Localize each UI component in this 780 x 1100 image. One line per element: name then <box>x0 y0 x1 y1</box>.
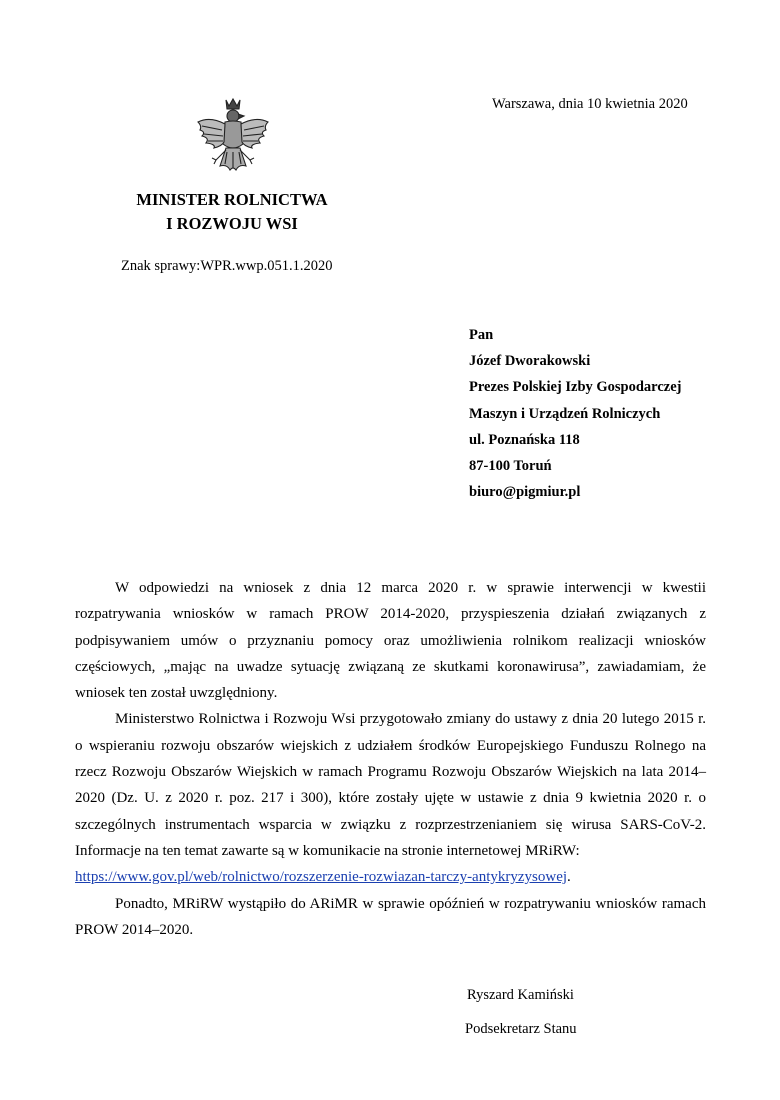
place-date: Warszawa, dnia 10 kwietnia 2020 <box>492 96 688 112</box>
link-suffix: . <box>567 869 571 886</box>
issuer-line-1: MINISTER ROLNICTWA <box>136 190 328 209</box>
paragraph-2 <box>75 706 706 890</box>
paragraph-2-text: Ministerstwo Rolnictwa i Rozwoju Wsi przygotowało zmiany do ustawy z dnia 20 lutego 2015 r. o wspieraniu rozwoju obszarów wiejskich z udziałem środków Europejskiego Funduszu Rolnego na rzecz Rozwoju Obszarów Wiejskich w ramach Programu Rozwoju Obszarów Wiejskich na lata 2014–2020 (Dz. U. z 2020 r. poz. 217 i 300), które zostały ujęte w ustawie z dnia 9 kwietnia 2020 r. o szczególnych instrumentach wsparcia w związku z rozprzestrzenianiem się wirusa SARS-CoV-2. Informacje na ten temat zawarte są w komunikacie na stronie internetowej MRiRW: <box>75 711 706 859</box>
mrirw-link[interactable]: https://www.gov.pl/web/rolnictwo/rozszerzenie-rozwiazan-tarczy-antykryzysowej <box>75 869 568 886</box>
recipient-city: 87-100 Toruń <box>469 457 552 474</box>
letter-body <box>75 575 706 943</box>
recipient-title-2: Maszyn i Urządzeń Rolniczych <box>469 405 661 422</box>
paragraph-1: W odpowiedzi na wniosek z dnia 12 marca 2020 r. w sprawie interwencji w kwestii rozpatrywania wniosków w ramach PROW 2014-2020, przyspieszenia działań związanych z podpisywaniem umów o przyznaniu pomocy oraz umożliwienia rolnikom realizacji wniosków częściowych, „mając na uwadze sytuację związaną ze skutkami koronawirusa”, zawiadamiam, że wniosek ten został uwzględniony. <box>75 580 706 702</box>
recipient-block <box>469 325 682 508</box>
issuer-heading <box>96 188 368 236</box>
signatory-name: Ryszard Kamiński <box>467 987 574 1003</box>
recipient-salutation: Pan <box>469 327 494 343</box>
issuer-line-2: I ROZWOJU WSI <box>166 214 298 233</box>
polish-eagle-icon <box>192 96 274 184</box>
recipient-name: Józef Dworakowski <box>469 353 591 370</box>
paragraph-3: Ponadto, MRiRW wystąpiło do ARiMR w sprawie opóźnień w rozpatrywaniu wniosków ramach PROW 2014–2020. <box>75 895 706 938</box>
recipient-street: ul. Poznańska 118 <box>469 431 580 448</box>
signatory-role: Podsekretarz Stanu <box>465 1021 577 1037</box>
case-reference: Znak sprawy:WPR.wwp.051.1.2020 <box>121 258 333 274</box>
recipient-title-1: Prezes Polskiej Izby Gospodarczej <box>469 379 682 396</box>
recipient-email: biuro@pigmiur.pl <box>469 484 581 501</box>
